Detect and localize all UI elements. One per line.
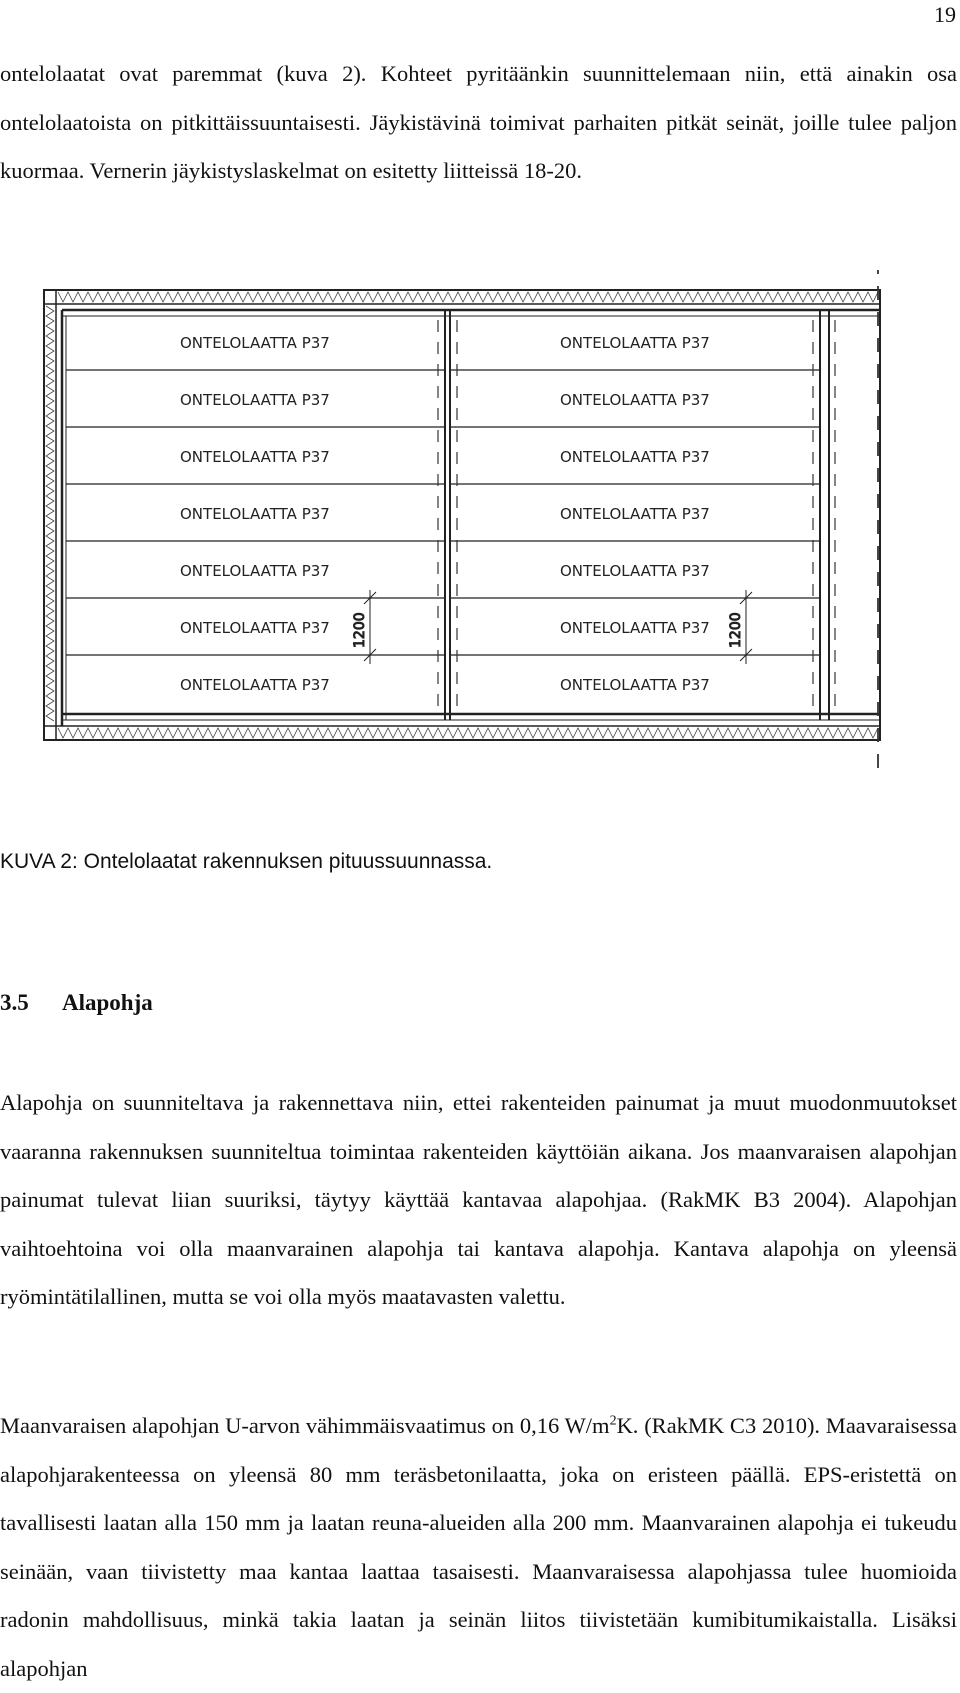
slab-label: ONTELOLAATTA P37 — [560, 334, 710, 352]
u-value-text-end: K. (RakMK C3 2010). Maavaraisessa alapohjarakenteessa on yleensä 80 mm teräsbetonilaatta, joka on eristeen päällä. EPS-eristettä on tavallisesti laatan alla 150 mm ja laatan reuna-alueiden alla 200 mm. Maanvarainen alapohja ei tukeudu seinään, vaan tiivistetty maa kantaa laattaa tasaisesti. Maanvaraisessa alapohjassa tulee huomioida radonin mahdollisuus, minkä takia laatan ja seinän liitos tiivistetään kumibitumikaistalla. Lisäksi alapohjan — [0, 1413, 957, 1681]
dimension-label: 1200 — [728, 612, 744, 648]
slab-label: ONTELOLAATTA P37 — [560, 562, 710, 580]
slab-label: ONTELOLAATTA P37 — [180, 619, 330, 637]
slab-label: ONTELOLAATTA P37 — [180, 505, 330, 523]
alapohja-paragraph: Alapohja on suunniteltava ja rakennettava niin, ettei rakenteiden painumat ja muut muodonmuutokset vaaranna rakennuksen suunniteltua toimintaa rakenteiden käyttöiän aikana. Jos maanvaraisen alapohjan painumat tulevat liian suuriksi, täytyy käyttää kantavaa alapohjaa. (RakMK B3 2004). Alapohjan vaihtoehtoina voi olla maanvarainen alapohja tai kantava alapohja. Kantava alapohja on yleensä ryömintätilallinen, mutta se voi olla myös maatavasten valettu. — [0, 1090, 957, 1309]
page-number: 19 — [934, 2, 956, 27]
superscript-two: 2 — [609, 1413, 617, 1429]
section-number: 3.5 — [0, 990, 29, 1015]
slab-label: ONTELOLAATTA P37 — [180, 448, 330, 466]
dimension-label: 1200 — [352, 612, 368, 648]
slab-label: ONTELOLAATTA P37 — [560, 391, 710, 409]
slab-label: ONTELOLAATTA P37 — [560, 448, 710, 466]
slab-label: ONTELOLAATTA P37 — [560, 505, 710, 523]
floor-plan-drawing — [40, 270, 940, 830]
u-value-text-start: Maanvaraisen alapohjan U-arvon vähimmäisvaatimus on 0,16 W/m — [0, 1413, 610, 1438]
slab-label: ONTELOLAATTA P37 — [560, 676, 710, 694]
section-heading — [0, 990, 153, 1016]
slab-label: ONTELOLAATTA P37 — [560, 619, 710, 637]
section-title: Alapohja — [62, 990, 153, 1015]
intro-paragraph: ontelolaatat ovat paremmat (kuva 2). Kohteet pyritäänkin suunnittelemaan niin, että ainakin osa ontelolaatoista on pitkittäissuuntaisesti. Jäykistävinä toimivat parhaiten pitkät seinät, joille tulee paljon kuormaa. Vernerin jäykistyslaskelmat on esitetty liitteissä 18-20. — [0, 61, 957, 183]
slab-label: ONTELOLAATTA P37 — [180, 391, 330, 409]
slab-label: ONTELOLAATTA P37 — [180, 334, 330, 352]
slab-label: ONTELOLAATTA P37 — [180, 562, 330, 580]
figure-caption: KUVA 2: Ontelolaatat rakennuksen pituussuunnassa. — [0, 850, 493, 873]
u-value-paragraph — [0, 1402, 957, 1693]
slab-label: ONTELOLAATTA P37 — [180, 676, 330, 694]
